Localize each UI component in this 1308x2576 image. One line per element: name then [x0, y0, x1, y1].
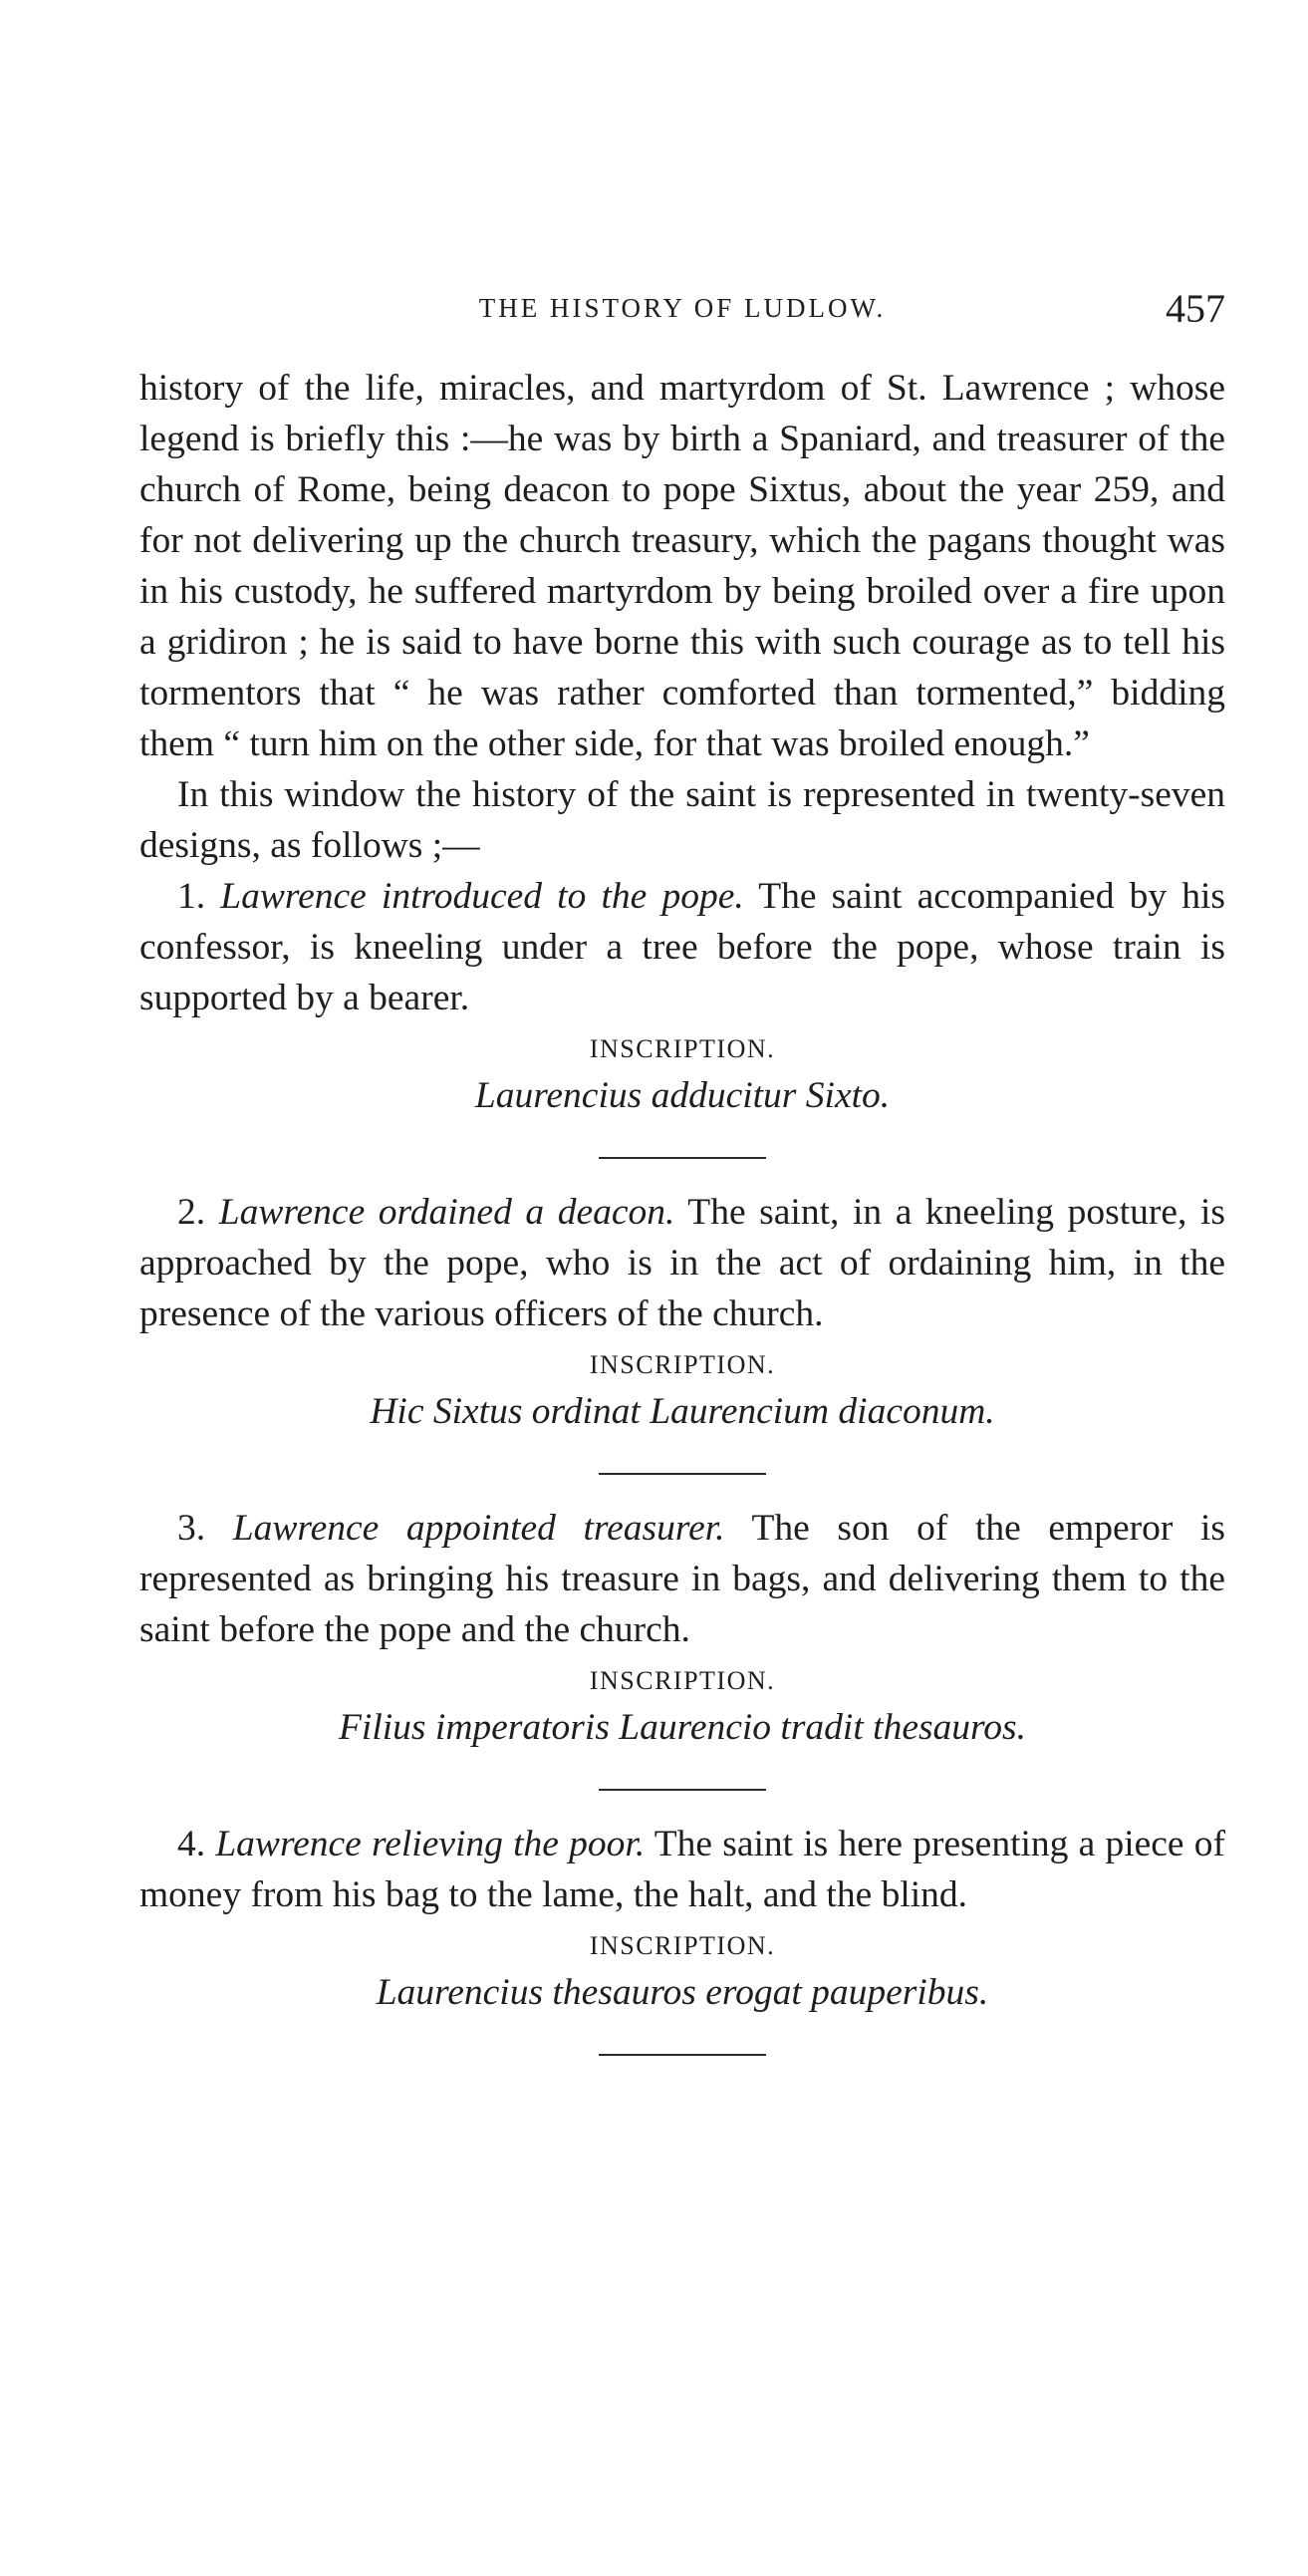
design-entry: [139, 1819, 1225, 2056]
running-head: [139, 285, 1225, 335]
design-entry: [139, 1503, 1225, 1791]
section-divider: [599, 1157, 766, 1159]
intro-paragraph: In this window the history of the saint is represented in twenty-seven designs, as follows ;—: [139, 774, 1225, 866]
inscription-label: INSCRIPTION.: [589, 1034, 776, 1063]
design-number: 4.: [177, 1824, 206, 1864]
body-text: [139, 363, 1225, 2084]
design-paragraph: [139, 871, 1225, 1023]
design-number: 1.: [177, 876, 206, 917]
design-entry: [139, 871, 1225, 1159]
design-description: The saint is here presenting a piece of money from his bag to the lame, the halt, and the blind.: [139, 1824, 1225, 1915]
design-entry: [139, 1187, 1225, 1475]
design-description: The son of the emperor is represented as bringing his treasure in bags, and delivering them to the saint before the pope and the church.: [139, 1508, 1226, 1650]
design-number: 2.: [177, 1192, 206, 1233]
inscription-text: Laurencius adducitur Sixto.: [474, 1075, 891, 1116]
inscription-text: Hic Sixtus ordinat Laurencium diaconum.: [370, 1391, 995, 1432]
design-title: Lawrence ordained a deacon.: [218, 1192, 675, 1233]
design-title: Lawrence introduced to the pope.: [220, 876, 744, 917]
design-paragraph: [139, 1503, 1225, 1655]
inscription-label: INSCRIPTION.: [589, 1666, 776, 1695]
section-divider: [599, 1473, 766, 1475]
continued-paragraph: history of the life, miracles, and martyrdom of St. Lawrence ; whose legend is briefly this :—he was by birth a Spaniard, and treasurer of the church of Rome, being deacon to pope Sixtus, about the year 259, and for not delivering up the church treasury, which the pagans thought was in his custody, he suffered martyrdom by being broiled over a fire upon a gridiron ; he is said to have borne this with such courage as to tell his tormentors that “ he was rather comforted than tormented,” bidding them “ turn him on the other side, for that was broiled enough.”: [139, 368, 1225, 764]
design-title: Lawrence appointed treasurer.: [232, 1508, 725, 1549]
design-paragraph: [139, 1819, 1225, 1920]
design-paragraph: [139, 1187, 1225, 1339]
inscription-label: INSCRIPTION.: [589, 1350, 776, 1379]
design-description: The saint, in a kneeling posture, is approached by the pope, who is in the act of ordaining him, in the presence of the various officers of the church.: [139, 1192, 1225, 1334]
inscription-text: Laurencius thesauros erogat pauperibus.: [376, 1972, 989, 2013]
running-title: THE HISTORY OF LUDLOW.: [478, 293, 887, 323]
design-title: Lawrence relieving the poor.: [215, 1824, 646, 1864]
inscription-label: INSCRIPTION.: [589, 1931, 776, 1960]
section-divider: [599, 2054, 766, 2056]
design-number: 3.: [177, 1508, 206, 1549]
inscription-text: Filius imperatoris Laurencio tradit thesauros.: [339, 1707, 1026, 1748]
page-number: 457: [1166, 286, 1225, 331]
design-description: The saint accompanied by his confessor, is kneeling under a tree before the pope, whose train is supported by a bearer.: [139, 876, 1226, 1018]
section-divider: [599, 1789, 766, 1791]
